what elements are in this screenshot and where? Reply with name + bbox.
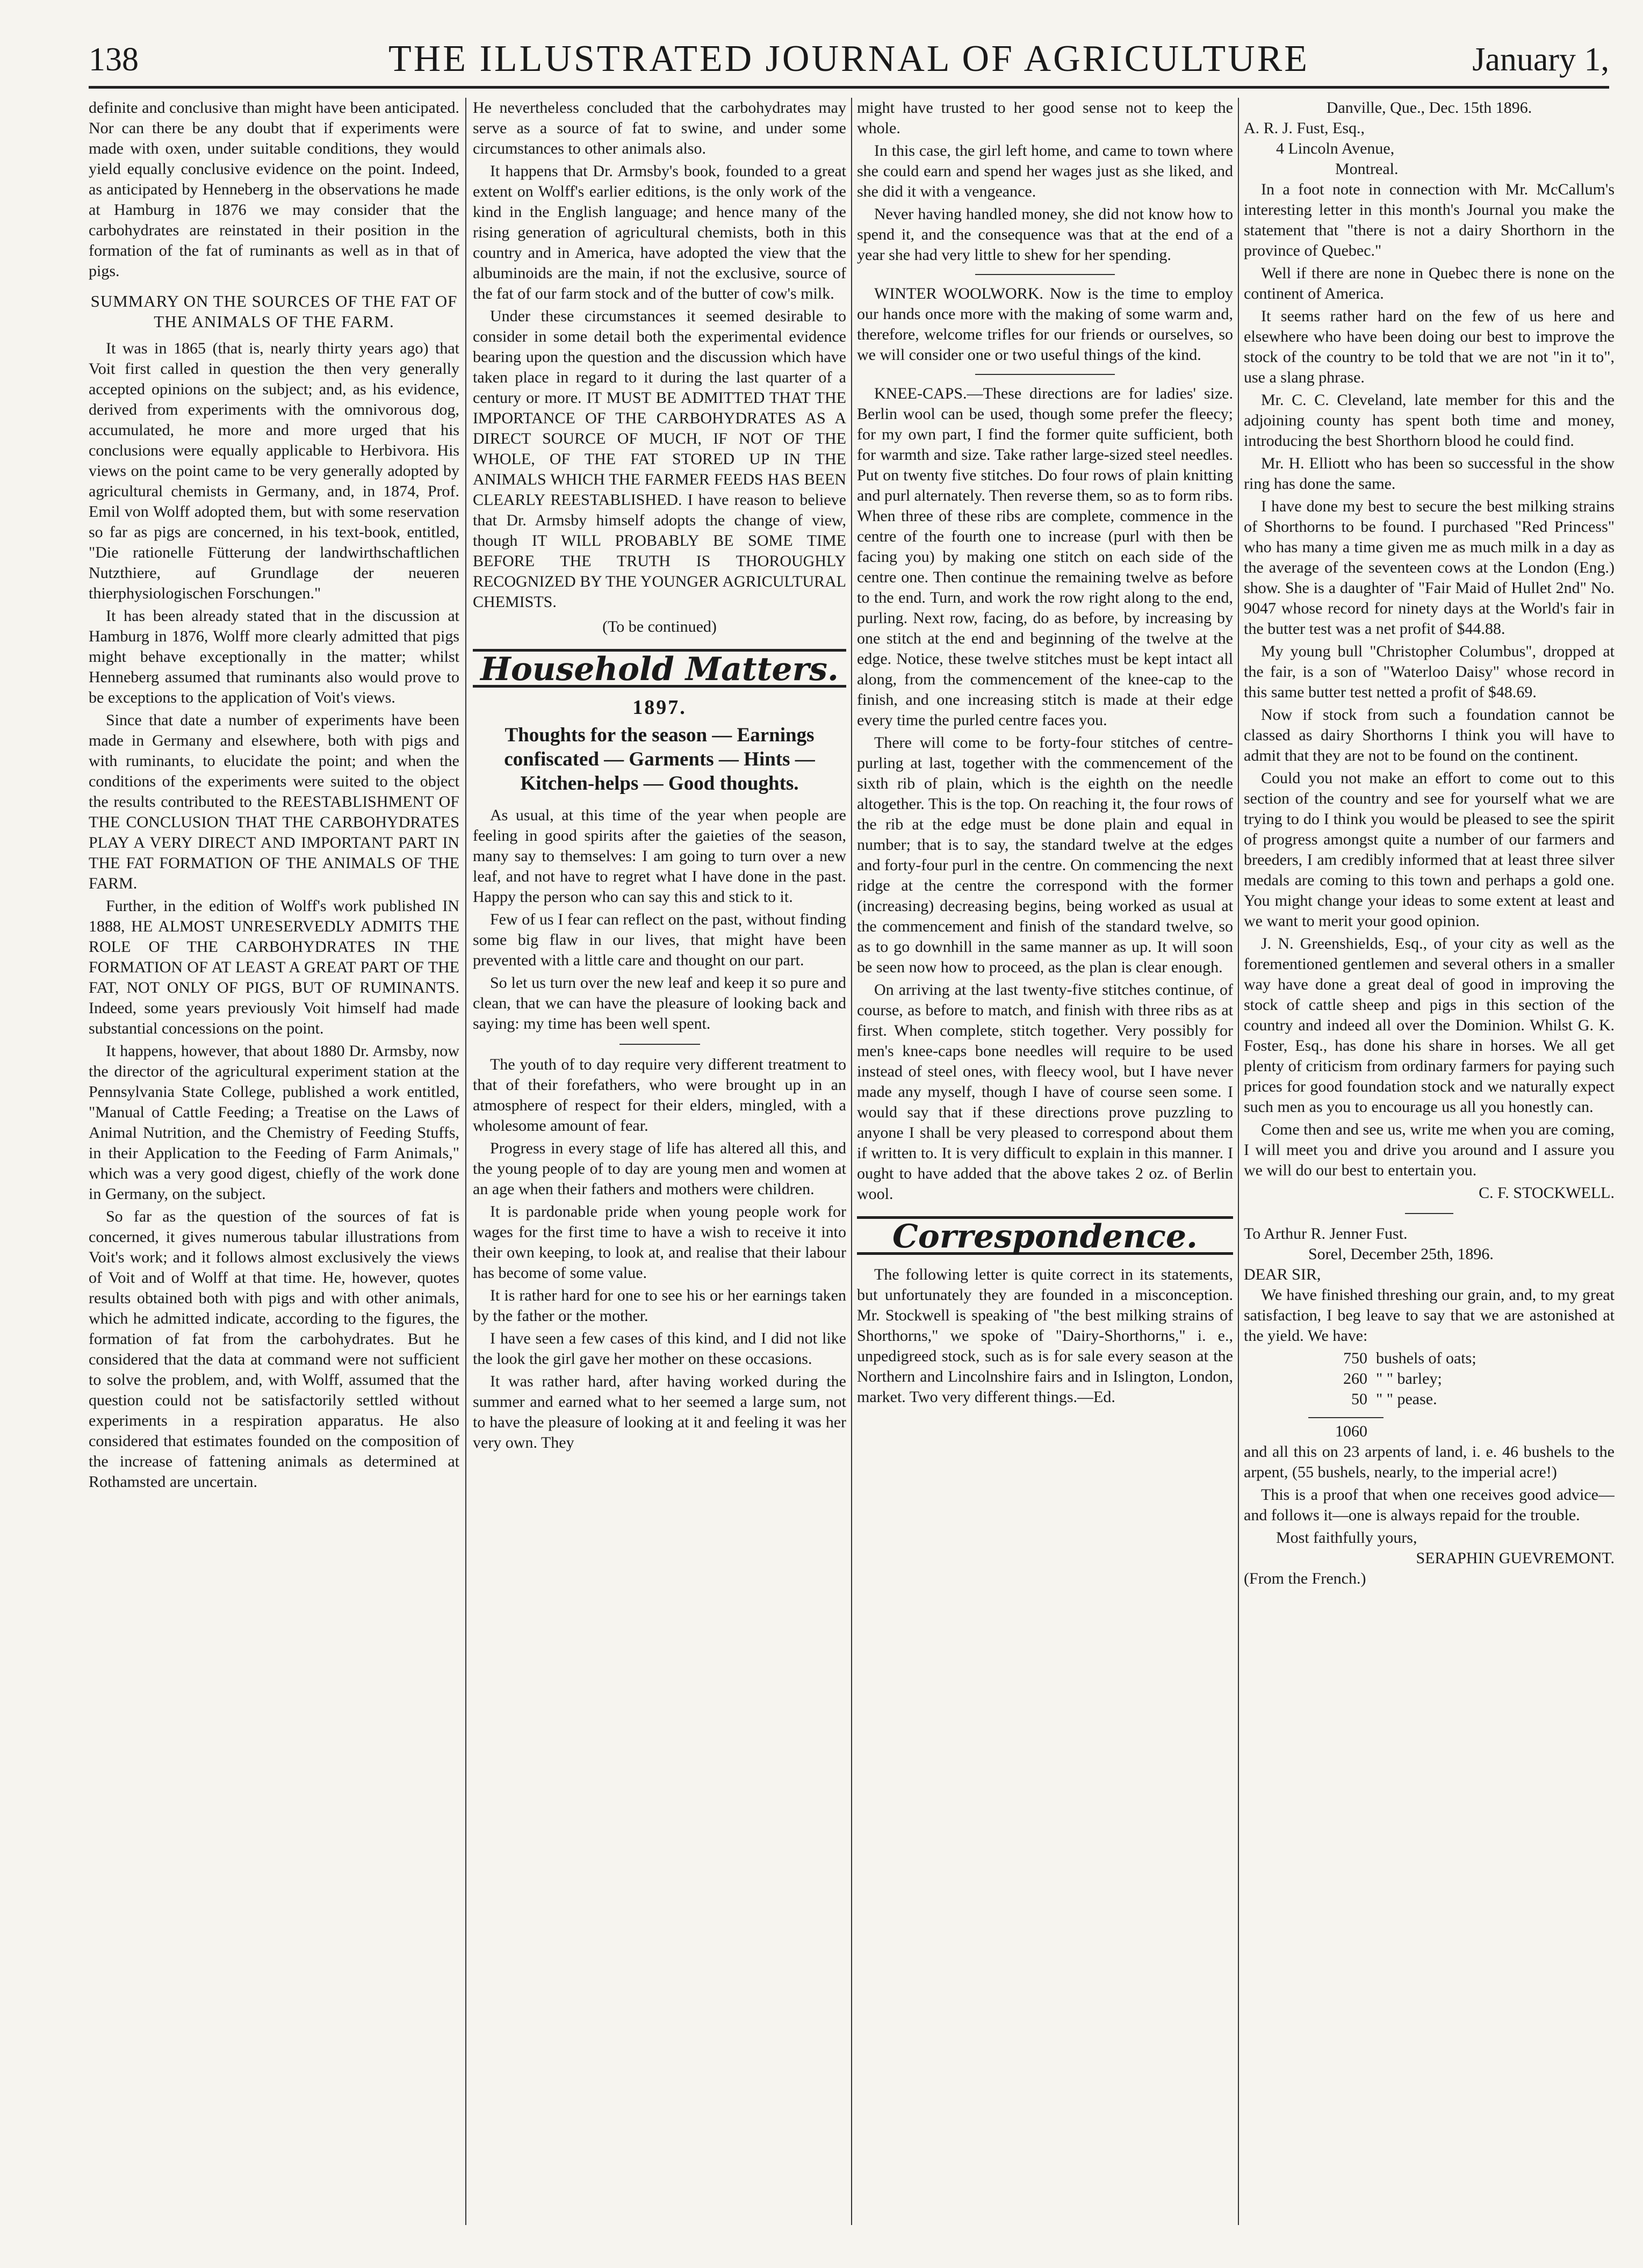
- household-matters-heading: Household Matters.: [473, 649, 846, 688]
- yield-total: 1060: [1335, 1422, 1367, 1440]
- column-1: [89, 98, 459, 2225]
- divider: [1405, 1213, 1453, 1214]
- paragraph: It happens, however, that about 1880 Dr. Armsby, now the director of the agricultural experiment station at the Pennsylvania State College, published a work entitled, "Manual of Cattle Feeding; a Treatise on the Laws of Animal Nutrition, and the Chemistry of Feeding Stuffs, in their Application to the Feeding of Farm Animals," which was a very good digest, chiefly of the work done in Germany, on the subject.: [89, 1042, 459, 1203]
- address-line: A. R. J. Fust, Esq.,: [1244, 119, 1365, 137]
- paragraph: KNEE-CAPS.—These directions are for ladies' size. Berlin wool can be used, though some prefer the fleecy; for my own part, I find the former quite sufficient, both for warmth and size. Take rather large-sized steel needles. Put on twenty five stitches. Do four rows of plain knitting and purl alternately. Then reverse them, so as to form ribs. When three of these ribs are complete, commence in the centre of the fourth one to increase (purl with then be facing you) by making one stitch on each side of the centre one. Then continue the remaining twelve as before to the end. Turn, and work the row right along to the end, purling. Next row, facing, do as before, by increasing by one stitch at the end and beginning of the twelve at the edge. Notice, these twelve stitches must be kept intact all along, from the commencement of the knee-cap to the finish, and one increasing stitch is made at their edge every time the purled centre faces you.: [857, 385, 1233, 729]
- journal-title: THE ILLUSTRATED JOURNAL OF AGRICULTURE: [388, 38, 1310, 80]
- paragraph: It happens that Dr. Armsby's book, founded to a great extent on Wolff's earlier editions, is the only work of the kind in the English language; and hence many of the rising generation of agricultural chemists, both in this country and in America, have adopted the view that the albuminoids are the main, if not the exclusive, source of the fat of our farm stock and of the butter of cow's milk.: [473, 162, 846, 302]
- paragraph: J. N. Greenshields, Esq., of your city as well as the forementioned gentlemen and several others in a smaller way have done a great deal of good in improving the stock of cattle sheep and pigs in this section of the country and indeed all over the Dominion. Whilst G. K. Foster, Esq., has done his share in horses. We all get plenty of criticism from ordinary farmers for paying such prices for good foundation stock and we naturally expect such men as you to encourage us all you honestly can.: [1244, 935, 1615, 1116]
- paragraph: might have trusted to her good sense not to keep the whole.: [857, 99, 1233, 137]
- paragraph: Well if there are none in Quebec there is none on the continent of America.: [1244, 264, 1615, 302]
- paragraph: Come then and see us, write me when you are coming, I will meet you and drive you around and I assure you we will do our best to entertain you.: [1244, 1121, 1615, 1179]
- column-4: [1244, 98, 1615, 2225]
- yield-row: 50 " " pease.: [1351, 1390, 1437, 1408]
- sum-rule: [1308, 1417, 1383, 1418]
- paragraph: I have done my best to secure the best milking strains of Shorthorns to be found. I purchased "Red Princess" who has many a time given me as much milk in a day as the average of the seventeen cows at the London (Eng.) show. She is a daughter of "Fair Maid of Hullet 2nd" No. 9047 whose record for ninety days at the World's fair in the butter test was a net profit of $44.88.: [1244, 497, 1615, 638]
- page-header: [89, 26, 1609, 89]
- paragraph: I have seen a few cases of this kind, and I did not like the look the girl gave her mother on these occasions.: [473, 1330, 846, 1368]
- dateline: Sorel, December 25th, 1896.: [1308, 1245, 1494, 1263]
- page-number: 138: [89, 41, 139, 78]
- column-rule: [851, 98, 852, 2225]
- paragraph: Few of us I fear can reflect on the past, without finding some big flaw in our lives, that might have been prevented with a little care and thought on our part.: [473, 911, 846, 969]
- paragraph: In a foot note in connection with Mr. McCallum's interesting letter in this month's Journal you make the statement that "there is not a dairy Shorthorn in the province of Quebec.": [1244, 180, 1615, 259]
- section-heading: SUMMARY ON THE SOURCES OF THE FAT OF THE ANIMALS OF THE FARM.: [90, 292, 458, 331]
- paragraph: It has been already stated that in the discussion at Hamburg in 1876, Wolff more clearly admitted that pigs might behave exceptionally in the matter; whilst Henneberg assumed that ruminants also would prove to be exceptions to the application of Voit's views.: [89, 607, 459, 706]
- column-3: [857, 98, 1233, 2225]
- address-line: Montreal.: [1335, 160, 1399, 178]
- paragraph: My young bull "Christopher Columbus", dropped at the fair, is a son of "Waterloo Daisy" whose record in this same butter test netted a profit of $48.69.: [1244, 642, 1615, 701]
- continued-note: (To be continued): [602, 618, 717, 635]
- paragraph: and all this on 23 arpents of land, i. e. 46 bushels to the arpent, (55 bushels, nearly, to the imperial acre!): [1244, 1443, 1615, 1481]
- paragraph: He nevertheless concluded that the carbohydrates may serve as a source of fat to swine, and under some circumstances to other animals also.: [473, 99, 846, 157]
- paragraph: In this case, the girl left home, and came to town where she could earn and spend her wages just as she liked, and she did it with a vengeance.: [857, 142, 1233, 200]
- signature: SERAPHIN GUEVREMONT.: [1416, 1549, 1615, 1567]
- paragraph: The youth of to day require very different treatment to that of their forefathers, who were brought up in an atmosphere of respect for their elders, mingled, with a wholesome amount of fear.: [473, 1056, 846, 1135]
- column-2: [473, 98, 846, 2225]
- paragraph: So let us turn over the new leaf and keep it so pure and clean, that we can have the pleasure of looking back and saying: my time has been well spent.: [473, 974, 846, 1032]
- paragraph: We have finished threshing our grain, and, to my great satisfaction, I beg leave to say that we are astonished at the yield. We have:: [1244, 1286, 1615, 1345]
- yield-row: 260 " " barley;: [1343, 1370, 1442, 1388]
- correspondence-heading: Correspondence.: [857, 1216, 1233, 1255]
- salutation: DEAR SIR,: [1244, 1266, 1321, 1283]
- divider: [975, 274, 1115, 275]
- yield-row: 750 bushels of oats;: [1343, 1349, 1476, 1367]
- signature: C. F. STOCKWELL.: [1479, 1184, 1615, 1202]
- column-rule: [1238, 98, 1239, 2225]
- paragraph: On arriving at the last twenty-five stitches continue, of course, as before to match, and finish with three ribs as at first. When complete, stitch together. Very possibly for men's knee-caps bone needles will require to be used instead of steel ones, with fleecy wool, but I have never made any myself, though I have of course seen some. I would say that if these directions prove puzzling to anyone I shall be very pleased to correspond about them if written to. It is very difficult to explain in this manner. I ought to have added that the above takes 2 oz. of Berlin wool.: [857, 981, 1233, 1203]
- paragraph: Now if stock from such a foundation cannot be classed as dairy Shorthorns I think you will have to admit that they are not to be found on the continent.: [1244, 706, 1615, 764]
- divider: [619, 1044, 700, 1045]
- paragraph: So far as the question of the sources of fat is concerned, it gives numerous tabular illustrations from Voit's work; and it follows almost exclusively the views of Voit and of Wolff at that time. He, however, quotes results obtained both with pigs and with other animals, which he admitted indicate, according to the figures, the formation of fat from the carbohydrates. But he considered that the data at command were not sufficient to solve the problem, and, with Wolff, assumed that the question could not be satisfactorily settled without experiments in a respiration apparatus. He also considered that estimates founded on the composition of the increase of fattening animals as determined at Rothamsted are uncertain.: [89, 1208, 459, 1491]
- paragraph: It seems rather hard on the few of us here and elsewhere who have been doing our best to improve the stock of the country to be told that we are not "in it to", use a slang phrase.: [1244, 307, 1615, 386]
- paragraph: Mr. H. Elliott who has been so successful in the show ring has done the same.: [1244, 454, 1615, 493]
- translation-note: (From the French.): [1244, 1570, 1366, 1587]
- address-line: 4 Lincoln Avenue,: [1276, 140, 1395, 157]
- paragraph: Never having handled money, she did not know how to spend it, and the consequence was that at the end of a year she had very little to shew for her spending.: [857, 205, 1233, 264]
- paragraph: It was rather hard, after having worked during the summer and earned what to her seemed a large sum, not to have the pleasure of looking at it and feeling it was her very own. They: [473, 1373, 846, 1451]
- paragraph: definite and conclusive than might have been anticipated. Nor can there be any doubt that if experiments were made with oxen, under suitable conditions, they would yield equally conclusive evidence on the point. Indeed, as anticipated by Henneberg in the observations he made at Hamburg in 1876 we may consider that the carbohydrates are reinstated in their position in the formation of the fat of ruminants as well as in that of pigs.: [89, 99, 459, 280]
- closing: Most faithfully yours,: [1276, 1529, 1417, 1547]
- paragraph: Mr. C. C. Cleveland, late member for this and the adjoining county has spent both time and money, introducing the best Shorthorn blood he could find.: [1244, 391, 1615, 450]
- paragraph: It was in 1865 (that is, nearly thirty years ago) that Voit first called in question the then very generally accepted opinions on the subject; and, as his evidence, derived from experiments with the omnivorous dog, accumulated, he more and more urged that his conclusions were equally applicable to Herbivora. His views on the point came to be very generally adopted by agricultural chemists in Germany, and, in 1874, Prof. Emil von Wolff adopted them, but with some reservation so far as pigs are concerned, in his text-book, entitled, "Die rationelle Fütterung der landwirthschaftlichen Nutzthiere, auf Grundlage der neueren thierphysiologischen Forschungen.": [89, 340, 459, 602]
- paragraph: As usual, at this time of the year when people are feeling in good spirits after the gaieties of the season, many say to themselves: I am going to turn over a new leaf, and not have to regret what I have done in the past. Happy the person who can say this and stick to it.: [473, 806, 846, 906]
- column-rule: [465, 98, 466, 2225]
- paragraph: Progress in every stage of life has altered all this, and the young people of to day are young men and women at an age when their fathers and mothers were children.: [473, 1139, 846, 1198]
- paragraph: Under these circumstances it seemed desirable to consider in some detail both the experimental evidence bearing upon the question and the discussion which have taken place in regard to it during the last quarter of a century or more. IT MUST BE ADMITTED THAT THE IMPORTANCE OF THE CARBOHYDRATES AS A DIRECT SOURCE OF MUCH, IF NOT OF THE WHOLE, OF THE FAT STORED UP IN THE ANIMALS WHICH THE FARMER FEEDS HAS BEEN CLEARLY REESTABLISHED. I have reason to believe that Dr. Armsby himself adopts the change of view, though IT WILL PROBABLY BE SOME TIME BEFORE THE TRUTH IS THOROUGHLY RECOGNIZED BY THE YOUNGER AGRICULTURAL CHEMISTS.: [473, 307, 846, 611]
- paragraph: There will come to be forty-four stitches of centre-purling at last, together with the commencement of the sixth rib of plain, which is the eighth on the needle altogether. This is the top. On reaching it, the four rows of the rib at the edge must be done plain and equal in number; that is to say, the standard twelve at the edges and forty-four purl in the centre. On commencing the next ridge at the centre the correspond with the former (increasing) decreasing begins, being worked as usual at the commencement and finish of the standard twelve, so as to go downhill in the same manner as up. It will soon be seen now how to proceed, as the plan is clear enough.: [857, 734, 1233, 976]
- dateline: Danville, Que., Dec. 15th 1896.: [1326, 99, 1532, 117]
- paragraph: Since that date a number of experiments have been made in Germany and elsewhere, both with pigs and with ruminants, to elucidate the point; and when the conditions of the experiments were suited to the object the results contributed to the REESTABLISHMENT OF THE CONCLUSION THAT THE CARBOHYDRATES PLAY A VERY DIRECT AND IMPORTANT PART IN THE FAT FORMATION OF THE ANIMALS OF THE FARM.: [89, 711, 459, 892]
- divider: [975, 374, 1115, 375]
- article-subheading: Thoughts for the season — Earnings confiscated — Garments — Hints — Kitchen-helps — Good thoughts.: [504, 724, 815, 794]
- paragraph: The following letter is quite correct in its statements, but unfortunately they are founded in a misconception. Mr. Stockwell is speaking of "the best milking strains of Shorthorns," we spoke of "Dairy-Shorthorns," i. e., unpedigreed stock, such as is for sale every season at the Northern and Lincolnshire fairs and in Islington, London, market. Two very different things.—Ed.: [857, 1266, 1233, 1406]
- paragraph: WINTER WOOLWORK. Now is the time to employ our hands once more with the making of some warm and, therefore, welcome trifles for our friends or ourselves, so we will consider one or two useful things of the kind.: [857, 285, 1233, 364]
- issue-date: January 1,: [1472, 41, 1609, 78]
- paragraph: It is rather hard for one to see his or her earnings taken by the father or the mother.: [473, 1287, 846, 1325]
- paragraph: Further, in the edition of Wolff's work published IN 1888, HE ALMOST UNRESERVEDLY ADMITS THE ROLE OF THE CARBOHYDRATES IN THE FORMATION OF AT LEAST A GREAT PART OF THE FAT, NOT ONLY OF PIGS, BUT OF RUMINANTS. Indeed, some years previously Voit himself had made substantial concessions on the point.: [89, 897, 459, 1037]
- year-heading: 1897.: [632, 696, 687, 719]
- to-line: To Arthur R. Jenner Fust.: [1244, 1225, 1408, 1243]
- paragraph: This is a proof that when one receives good advice—and follows it—one is always repaid for the trouble.: [1244, 1486, 1615, 1524]
- paragraph: Could you not make an effort to come out to this section of the country and see for yourself what we are trying to do I think you would be pleased to see the spirit of progress amongst quite a number of our farmers and breeders, I am credibly informed that at least three silver medals are coming to this town and perhaps a gold one. You might change your ideas to some extent at least and we want to merit your good opinion.: [1244, 769, 1615, 930]
- paragraph: It is pardonable pride when young people work for wages for the first time to have a wish to receive it into their own keeping, to look at, and realise that their labour has become of some value.: [473, 1203, 846, 1282]
